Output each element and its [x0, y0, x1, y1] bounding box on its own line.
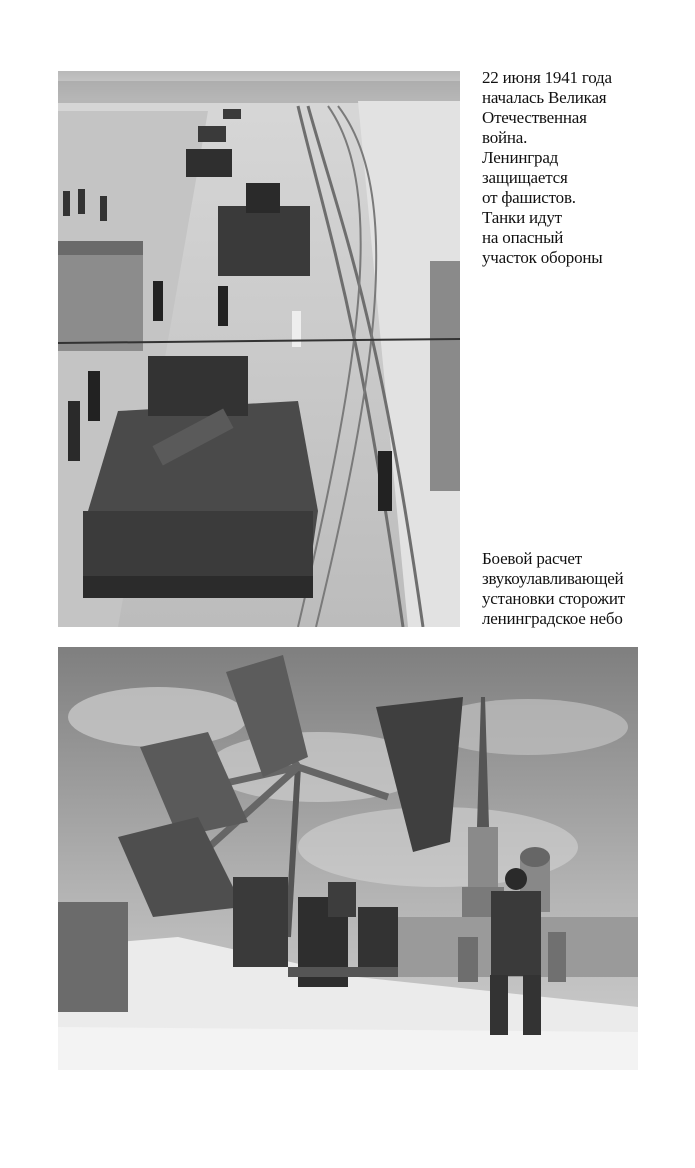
photo-tanks-on-street	[58, 71, 460, 627]
caption-tanks: 22 июня 1941 года началась Великая Отечественная война. Ленинград защищается от фашистов. Танки идут на опасный участок обороны	[482, 68, 612, 267]
caption-sound-detector: Боевой расчет звукоулавливающей установки сторожит ленинградское небо	[482, 549, 625, 628]
tanks-street-illustration	[58, 71, 460, 627]
sound-detector-illustration	[58, 647, 638, 1070]
photo-sound-detector-crew	[58, 647, 638, 1070]
